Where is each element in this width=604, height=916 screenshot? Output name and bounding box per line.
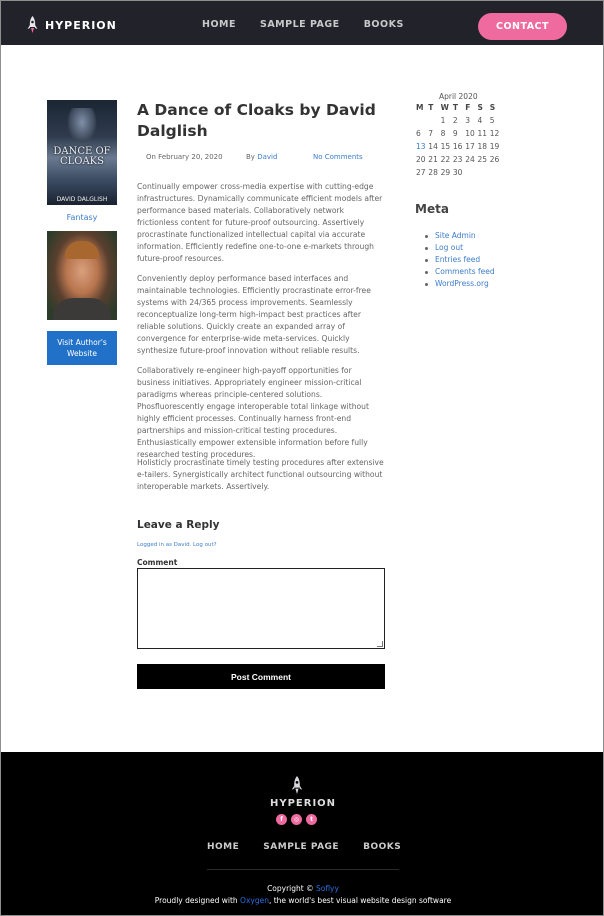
comments-count: [313, 153, 363, 161]
facebook-icon[interactable]: f: [276, 814, 287, 825]
post-title: A Dance of Cloaks by David Dalglish: [137, 101, 376, 140]
social-links: [276, 814, 321, 825]
calendar-week: 6 7 8 9 10 11 12: [416, 129, 500, 138]
calendar: [416, 103, 502, 181]
post-paragraph-4: Holisticly procrastinate timely testing procedures after extensive e-tailers. Synergistically architect functional outsourcing without interoperable markets. Assertively.: [137, 458, 384, 491]
calendar-week: 20 21 22 23 24 25 26: [416, 155, 500, 164]
meta-link-comments-feed[interactable]: Comments feed: [435, 267, 495, 276]
logo-text: HYPERION: [45, 18, 117, 32]
main-nav: [202, 19, 428, 30]
post-paragraph-2: Conveniently deploy performance based interfaces and maintainable technologies. Efficiently procrastinate error-free systems with 24/365 process improvements. Seamlessly reconceptualize long-term high-impact best practices after reliable solutions. Quickly create an expanded array of convergence for enterprise-wide meta-services. Quickly synthesize future-proof innovation without reliable results.: [137, 274, 371, 355]
calendar-week: 27 28 29 30: [416, 168, 463, 177]
soflyy-link[interactable]: Soflyy: [315, 884, 339, 893]
meta-link-log-out[interactable]: Log out: [435, 242, 495, 254]
post-paragraph-1: Continually empower cross-media expertise with cutting-edge infrastructures. Dynamically communicate efficient models after performance based materials. Collaboratively network frictionless content for future-proof outsourcing. Assertively procrastinate functionalized intellectual capital via accurate information. Efficiently redefine one-to-one e-markets through future-proof resources.: [137, 182, 383, 263]
footer-nav: [207, 842, 425, 852]
logged-in-link[interactable]: Logged in as David. Log out?: [137, 542, 217, 548]
calendar-caption: April 2020: [439, 92, 478, 101]
footer-nav-home[interactable]: HOME: [207, 842, 240, 852]
calendar-week: 1 2 3 4 5: [440, 116, 495, 125]
meta-links: [435, 230, 495, 290]
footer-divider: [207, 869, 399, 870]
author-photo: [47, 231, 117, 320]
calendar-day-link[interactable]: 13: [416, 142, 426, 151]
meta-widget-title: Meta: [415, 202, 449, 216]
post-author: [246, 153, 277, 161]
nav-sample-page[interactable]: SAMPLE PAGE: [259, 19, 340, 30]
rocket-icon: [290, 776, 304, 795]
cover-title: DANCE OF CLOAKS: [53, 146, 111, 167]
post-comment-button[interactable]: Post Comment: [137, 664, 385, 689]
footer-nav-books[interactable]: BOOKS: [363, 842, 402, 852]
resize-grip-icon[interactable]: [377, 641, 383, 647]
designed-by: Proudly designed with Oxygen, the world's best visual website design software: [154, 896, 452, 905]
genre-link[interactable]: Fantasy: [66, 213, 98, 222]
cover-author: DAVID DALGLISH: [56, 196, 108, 203]
meta-link-site-admin[interactable]: Site Admin: [435, 230, 495, 242]
post-paragraph-3: Collaboratively re-engineer high-payoff opportunities for business initiatives. Appropriately engineer mission-critical paradigms whereas principle-centered solutions. Phosfluorescently engage interoperable total linkage without highly efficient processes. Continually harness front-end partnerships and mission-critical testing procedures. Enthusiastically empower extensible information before fully researched testing procedures.: [137, 366, 369, 459]
oxygen-link[interactable]: Oxygen: [240, 896, 269, 905]
nav-books[interactable]: BOOKS: [363, 19, 404, 30]
site-logo[interactable]: [26, 16, 117, 34]
footer-nav-sample-page[interactable]: SAMPLE PAGE: [263, 842, 340, 852]
post-date: On February 20, 2020: [146, 153, 223, 161]
nav-home[interactable]: HOME: [202, 19, 236, 30]
copyright: Copyright © Soflyy: [267, 884, 339, 893]
instagram-icon[interactable]: ◎: [291, 814, 302, 825]
book-cover: [47, 100, 117, 205]
visit-author-website-button[interactable]: Visit Author's Website: [47, 331, 117, 365]
site-footer: [1, 752, 604, 916]
by-prefix: By: [246, 153, 255, 161]
footer-logo-text: HYPERION: [269, 798, 337, 809]
site-header: [1, 1, 604, 45]
meta-link-entries-feed[interactable]: Entries feed: [435, 254, 495, 266]
calendar-week: 13 14 15 16 17 18 19: [416, 142, 500, 151]
comments-link[interactable]: No Comments: [313, 153, 363, 161]
author-link[interactable]: David: [257, 153, 278, 161]
comment-label: Comment: [137, 558, 178, 567]
comment-textarea[interactable]: [137, 568, 385, 649]
contact-button[interactable]: CONTACT: [478, 13, 567, 40]
cover-figure: [67, 108, 97, 144]
meta-link-wordpress[interactable]: WordPress.org: [435, 278, 495, 290]
reply-title: Leave a Reply: [137, 519, 220, 531]
calendar-header-row: M T W T F S S: [416, 103, 496, 112]
rocket-icon: [26, 16, 39, 34]
twitter-icon[interactable]: t: [306, 814, 317, 825]
